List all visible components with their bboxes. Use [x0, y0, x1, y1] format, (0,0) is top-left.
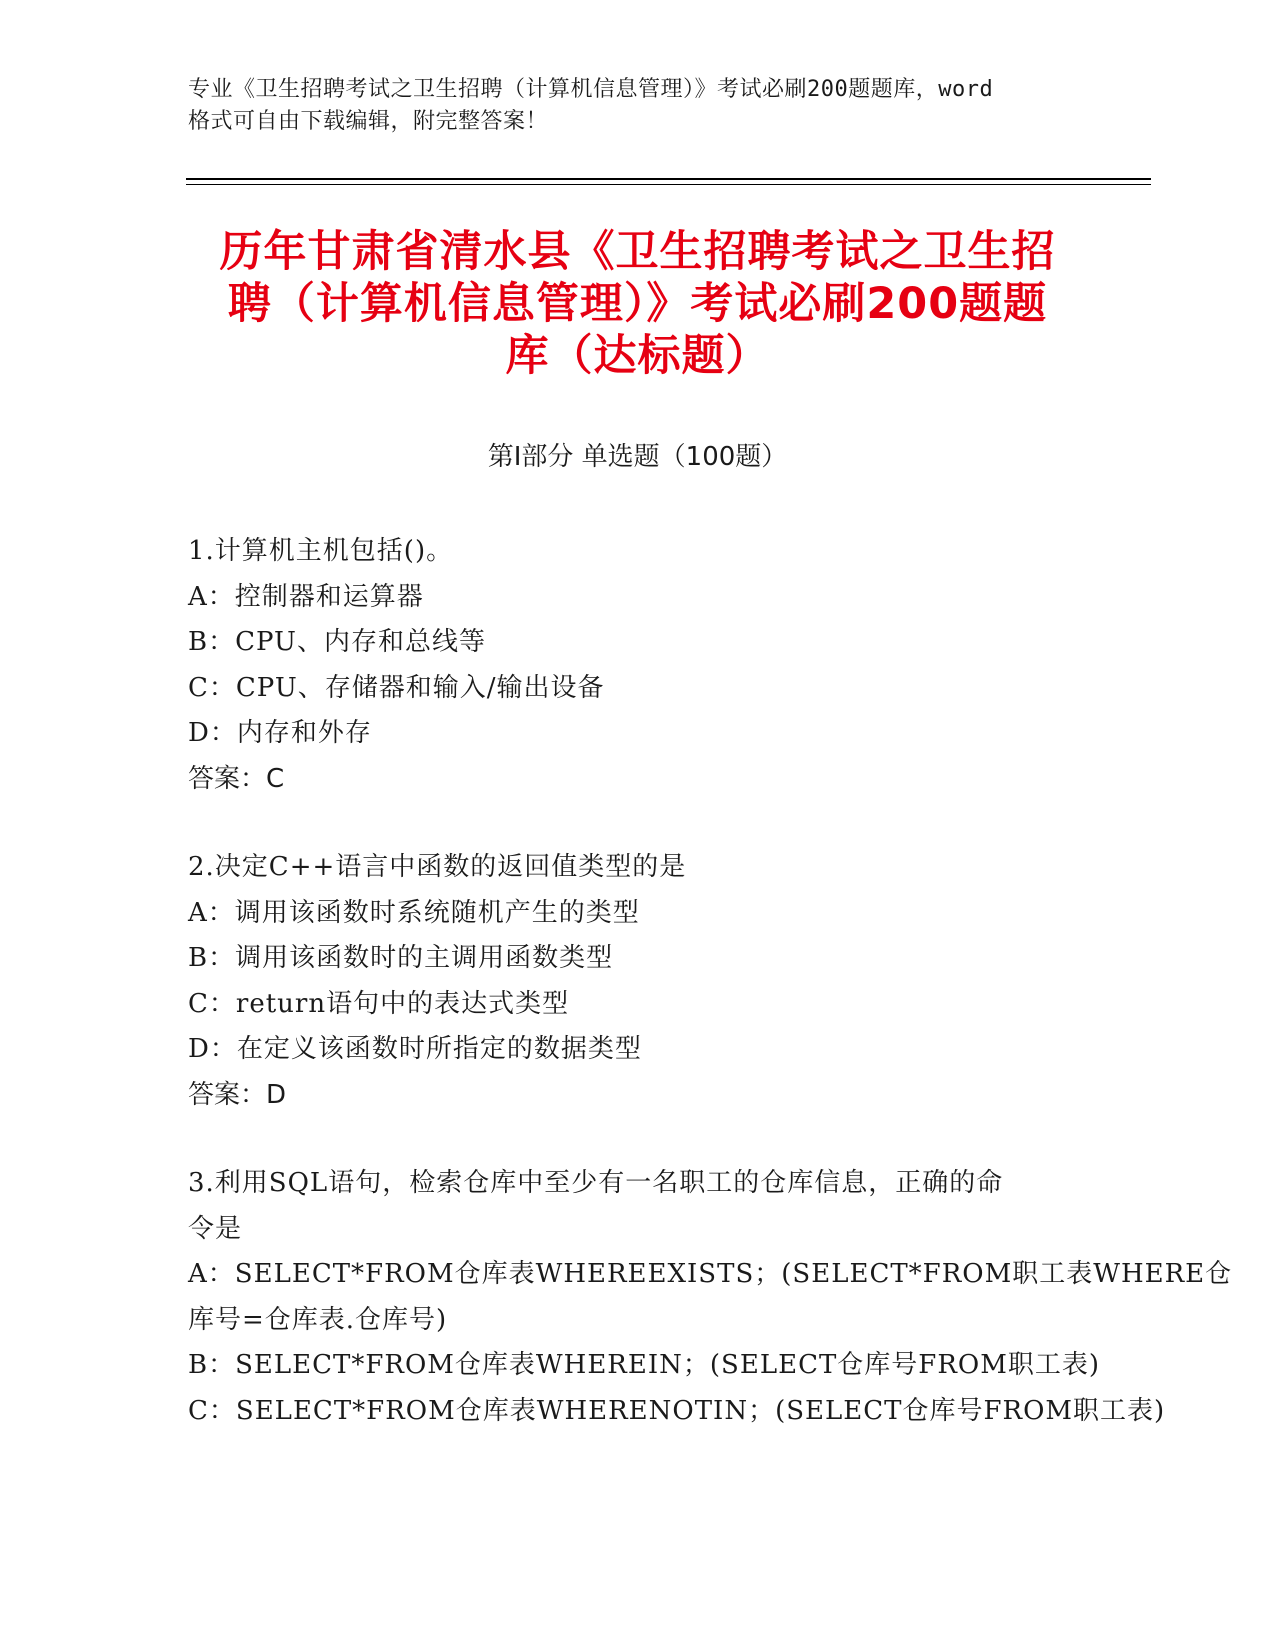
header-divider-thin — [186, 184, 1151, 185]
header-line-2: 格式可自由下载编辑，附完整答案！ — [188, 109, 549, 134]
option-a-continued: 库号=仓库表.仓库号) — [188, 1304, 448, 1335]
answer: 答案：C — [188, 763, 285, 794]
document-header — [188, 74, 1088, 138]
header-line-1: 专业《卫生招聘考试之卫生招聘（计算机信息管理）》考试必刷200题题库，word — [188, 77, 994, 102]
question-stem: 2.决定C++语言中函数的返回值类型的是 — [188, 852, 687, 882]
question-2 — [188, 845, 1088, 1118]
option-b: B：调用该函数时的主调用函数类型 — [188, 943, 614, 973]
option-b: B：SELECT*FROM仓库表WHEREIN；(SELECT仓库号FROM职工表) — [188, 1350, 1100, 1380]
title-line-2: 聘（计算机信息管理）》考试必刷200题题 — [227, 279, 1048, 329]
option-a: A：SELECT*FROM仓库表WHEREEXISTS；(SELECT*FROM职工表WHERE仓 — [188, 1259, 1233, 1289]
answer: 答案：D — [188, 1079, 287, 1110]
question-stem-line-2: 令是 — [188, 1213, 243, 1244]
question-stem: 1.计算机主机包括()。 — [188, 536, 454, 566]
option-d: D：内存和外存 — [188, 718, 372, 748]
title-line-3: 库（达标题） — [505, 331, 770, 381]
question-1 — [188, 529, 1088, 802]
question-stem-line-1: 3.利用SQL语句，检索仓库中至少有一名职工的仓库信息，正确的命 — [188, 1168, 1004, 1198]
option-c: C：CPU、存储器和输入/输出设备 — [188, 672, 605, 703]
option-d: D：在定义该函数时所指定的数据类型 — [188, 1034, 642, 1064]
question-3 — [188, 1161, 1233, 1434]
question-list — [188, 529, 1233, 1477]
document-title — [140, 226, 1135, 382]
title-line-1: 历年甘肃省清水县《卫生招聘考试之卫生招 — [219, 227, 1056, 277]
option-c: C：return语句中的表达式类型 — [188, 988, 570, 1019]
option-a: A：调用该函数时系统随机产生的类型 — [188, 897, 640, 928]
header-divider-thick — [186, 178, 1151, 180]
option-b: B：CPU、内存和总线等 — [188, 627, 486, 657]
option-c: C：SELECT*FROM仓库表WHERENOTIN；(SELECT仓库号FROM职工表) — [188, 1395, 1166, 1426]
section-title: 第Ⅰ部分 单选题（100题） — [487, 442, 788, 472]
option-a: A：控制器和运算器 — [188, 581, 424, 612]
